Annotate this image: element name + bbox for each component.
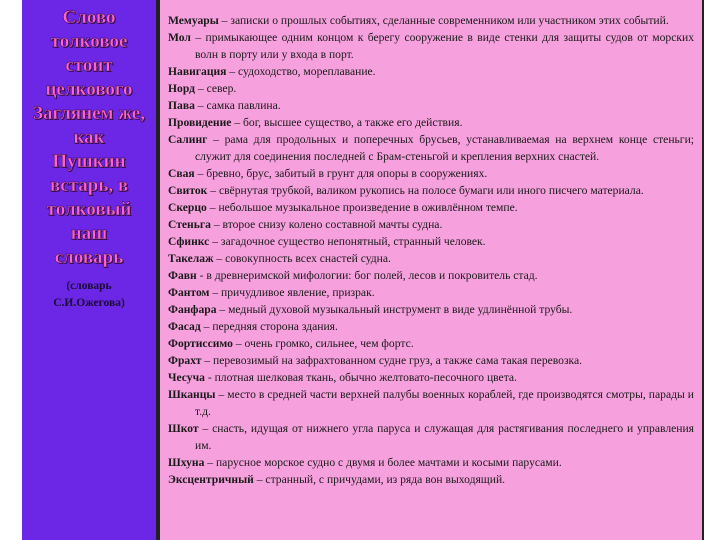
entry-term: Фантом	[168, 286, 210, 299]
entry-term: Пава	[168, 99, 195, 112]
glossary-entry	[168, 63, 694, 80]
entry-term: Свиток	[168, 184, 208, 197]
entry-definition: – парусное морское судно с двумя и более мачтами и косыми парусами.	[204, 456, 562, 469]
entry-definition: – передняя сторона здания.	[200, 320, 338, 333]
source-note: (словарь С.И.Ожегова)	[53, 280, 125, 309]
entry-term: Норд	[168, 82, 195, 95]
glossary-entry	[168, 335, 694, 352]
glossary-entry	[168, 182, 694, 199]
glossary-entry	[168, 165, 694, 182]
entry-term: Салинг	[168, 133, 208, 146]
glossary-entry	[168, 301, 694, 318]
entry-term: Фавн	[168, 269, 197, 282]
glossary-entry	[168, 233, 694, 250]
glossary-entry	[168, 199, 694, 216]
glossary-entry	[168, 80, 694, 97]
glossary-entry	[168, 471, 694, 488]
glossary-entry	[168, 216, 694, 233]
entry-definition: – перевозимый на зафрахтованном судне груз, а также сама такая перевозка.	[201, 354, 583, 367]
entry-definition: – примыкающее одним концом к берегу сооружение в виде стенки для защиты судов от морских волн в порту или у входа в порт.	[190, 31, 694, 61]
entry-term: Фасад	[168, 320, 201, 333]
entry-term: Фанфара	[168, 303, 217, 316]
glossary-entry	[168, 284, 694, 301]
entry-term: Мол	[168, 31, 191, 44]
entry-term: Шкот	[168, 422, 199, 435]
left-panel	[22, 0, 158, 540]
entry-term: Сфинкс	[168, 235, 210, 248]
entry-definition: - плотная шелковая ткань, обычно желтовато-песочного цвета.	[204, 371, 517, 384]
entry-definition: – очень громко, сильнее, чем фортс.	[232, 337, 414, 350]
entry-definition: – снасть, идущая от нижнего угла паруса и служащая для растягивания последнего и управления им.	[195, 422, 694, 452]
entry-term: Свая	[168, 167, 195, 180]
entry-definition: – загадочное существо непонятный, странный человек.	[209, 235, 486, 248]
entry-definition: – рама для продольных и поперечных брусьев, устанавливаемая на верхнем конце стеньги; служит для соединения последней с Брам-стеньгой и крепления верхних снастей.	[195, 133, 694, 163]
entry-definition: – странный, с причудами, из ряда вон выходящий.	[253, 473, 506, 486]
entry-term: Фортиссимо	[168, 337, 233, 350]
entry-definition: – судоходство, мореплавание.	[226, 65, 376, 78]
entry-definition: – север.	[194, 82, 237, 95]
entry-term: Стеньга	[168, 218, 211, 231]
entry-definition: - в древнеримской мифологии: бог полей, лесов и покровитель стад.	[196, 269, 538, 282]
glossary-entry	[168, 131, 694, 165]
glossary-entry	[168, 250, 694, 267]
entry-definition: – причудливое явление, призрак.	[209, 286, 375, 299]
glossary-list	[168, 12, 694, 488]
glossary-entry	[168, 352, 694, 369]
entry-term: Фрахт	[168, 354, 202, 367]
entry-definition: – бог, высшее существо, а также его действия.	[231, 116, 463, 129]
glossary-entry	[168, 318, 694, 335]
entry-definition: – записки о прошлых событиях, сделанные современником или участником этих событий.	[218, 14, 669, 27]
glossary-panel	[158, 0, 704, 540]
glossary-entry	[168, 267, 694, 284]
glossary-entry	[168, 97, 694, 114]
entry-definition: – второе снизу колено составной мачты судна.	[210, 218, 443, 231]
glossary-entry	[168, 369, 694, 386]
entry-term: Мемуары	[168, 14, 219, 27]
entry-term: Эксцентричный	[168, 473, 254, 486]
entry-term: Шхуна	[168, 456, 205, 469]
glossary-entry	[168, 420, 694, 454]
glossary-entry	[168, 12, 694, 29]
entry-term: Шканцы	[168, 388, 216, 401]
entry-definition: – небольшое музыкальное произведение в оживлённом темпе.	[206, 201, 518, 214]
glossary-entry	[168, 114, 694, 131]
slide-title: Слово толковое стоит целкового Заглянем же, как Пушкин встарь, в толковый наш словарь	[33, 7, 145, 268]
glossary-entry	[168, 454, 694, 471]
entry-definition: – самка павлина.	[194, 99, 281, 112]
entry-term: Скерцо	[168, 201, 207, 214]
glossary-entry	[168, 386, 694, 420]
entry-term: Навигация	[168, 65, 227, 78]
entry-term: Провидение	[168, 116, 232, 129]
entry-definition: – медный духовой музыкальный инструмент в виде удлинённой трубы.	[216, 303, 573, 316]
entry-definition: – бревно, брус, забитый в грунт для опоры в сооружениях.	[194, 167, 488, 180]
entry-definition: – совокупность всех снастей судна.	[213, 252, 391, 265]
entry-term: Чесуча	[168, 371, 205, 384]
entry-definition: – место в средней части верхней палубы военных кораблей, где производятся смотры, парады и т.д.	[195, 388, 694, 418]
entry-definition: – свёрнутая трубкой, валиком рукопись на полосе бумаги или иного писчего материала.	[207, 184, 644, 197]
entry-term: Такелаж	[168, 252, 214, 265]
glossary-entry	[168, 29, 694, 63]
